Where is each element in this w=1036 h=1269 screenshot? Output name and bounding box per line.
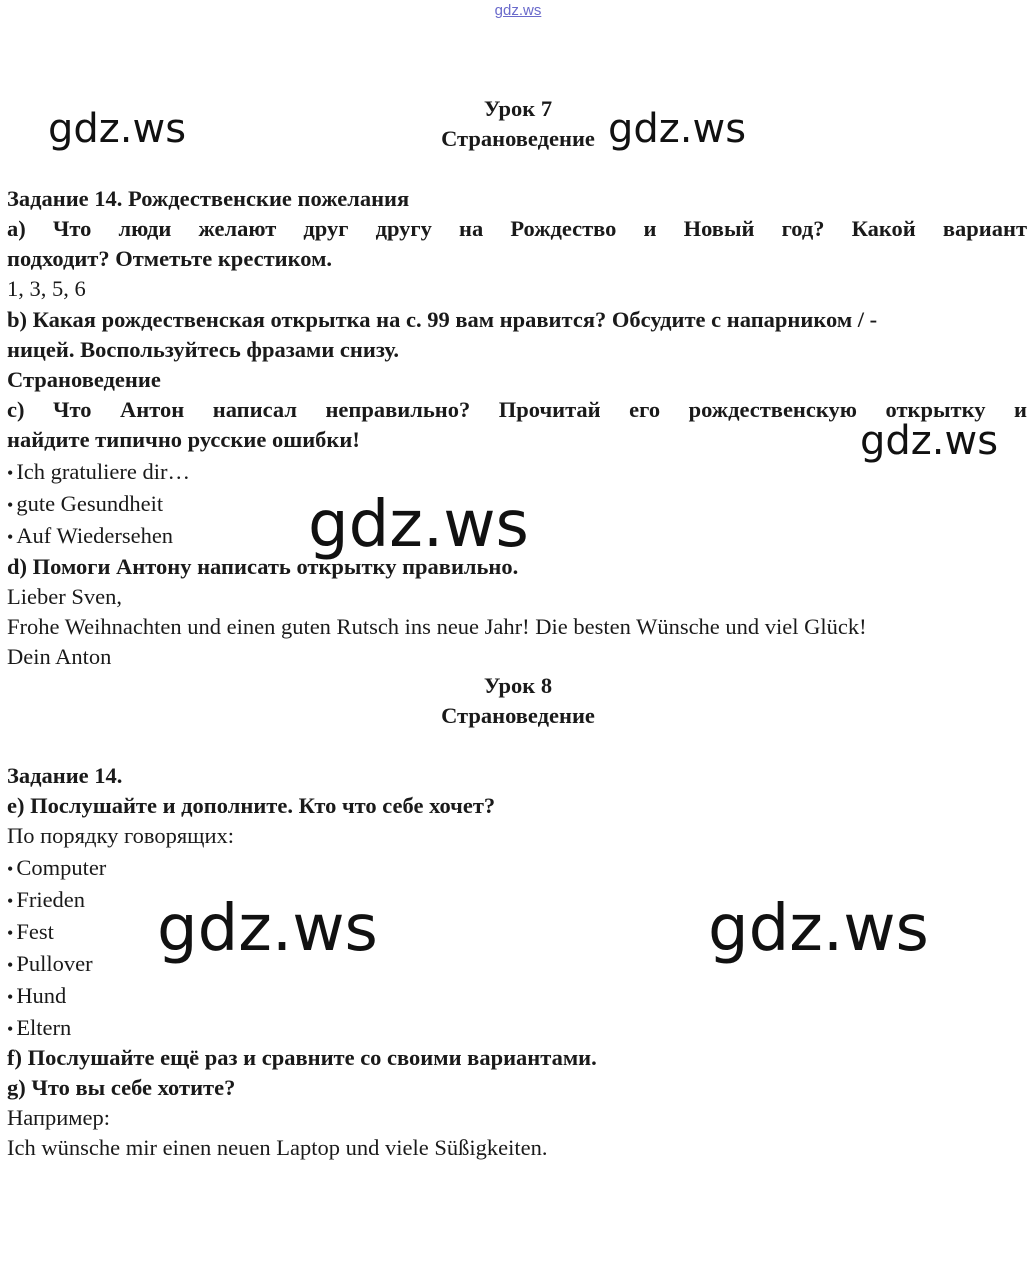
watermark: gdz.ws	[157, 892, 378, 966]
task-a-line2: подходит? Отметьте крестиком.	[7, 246, 333, 271]
task-a-line1: a) Что люди желают друг другу на Рождество и Новый год? Какой вариант	[7, 216, 1027, 241]
task-e-title: e) Послушайте и дополните. Кто что себе хочет?	[7, 793, 496, 818]
lesson8-subtitle: Страноведение	[441, 703, 595, 728]
list-item: • Fest	[7, 917, 54, 948]
watermark: gdz.ws	[48, 106, 187, 152]
list-item: • Pullover	[7, 949, 93, 980]
list-item: • gute Gesundheit	[7, 489, 163, 520]
task-f-title: f) Послушайте ещё раз и сравните со своими вариантами.	[7, 1045, 597, 1070]
task-d-title: d) Помоги Антону написать открытку правильно.	[7, 554, 519, 579]
task-a-answer: 1, 3, 5, 6	[7, 276, 86, 301]
card-signature: Dein Anton	[7, 644, 112, 669]
list-item: • Frieden	[7, 885, 85, 916]
list-item: • Auf Wiedersehen	[7, 521, 173, 552]
lesson8-title: Урок 8	[483, 673, 553, 698]
lesson7-task-title: Задание 14. Рождественские пожелания	[7, 186, 410, 211]
lesson7-subtitle: Страноведение	[441, 126, 595, 151]
list-item: • Eltern	[7, 1013, 71, 1044]
watermark: gdz.ws	[708, 892, 929, 966]
section-heading: Страноведение	[7, 367, 161, 392]
task-b-line2: ницей. Воспользуйтесь фразами снизу.	[7, 337, 400, 362]
list-item: • Computer	[7, 853, 106, 884]
task-e-intro: По порядку говорящих:	[7, 823, 235, 848]
watermark: gdz.ws	[608, 106, 747, 152]
task-g-intro: Например:	[7, 1105, 110, 1130]
watermark: gdz.ws	[308, 488, 529, 562]
watermark: gdz.ws	[860, 418, 999, 464]
list-item: • Hund	[7, 981, 66, 1012]
list-item: • Ich gratuliere dir…	[7, 457, 190, 488]
card-greeting: Lieber Sven,	[7, 584, 122, 609]
top-watermark-link[interactable]: gdz.ws	[494, 2, 542, 19]
task-g-example: Ich wünsche mir einen neuen Laptop und viele Süßigkeiten.	[7, 1135, 548, 1160]
task-g-title: g) Что вы себе хотите?	[7, 1075, 236, 1100]
task-c-line1: c) Что Антон написал неправильно? Прочитай его рождественскую открытку и	[7, 397, 1027, 422]
card-body: Frohe Weihnachten und einen guten Rutsch ins neue Jahr! Die besten Wünsche und viel Glück!	[7, 614, 867, 639]
lesson7-title: Урок 7	[483, 96, 553, 121]
task-c-line2: найдите типично русские ошибки!	[7, 427, 360, 452]
task-b-line1: b) Какая рождественская открытка на с. 99 вам нравится? Обсудите с напарником / -	[7, 307, 878, 332]
lesson8-task-title: Задание 14.	[7, 763, 123, 788]
